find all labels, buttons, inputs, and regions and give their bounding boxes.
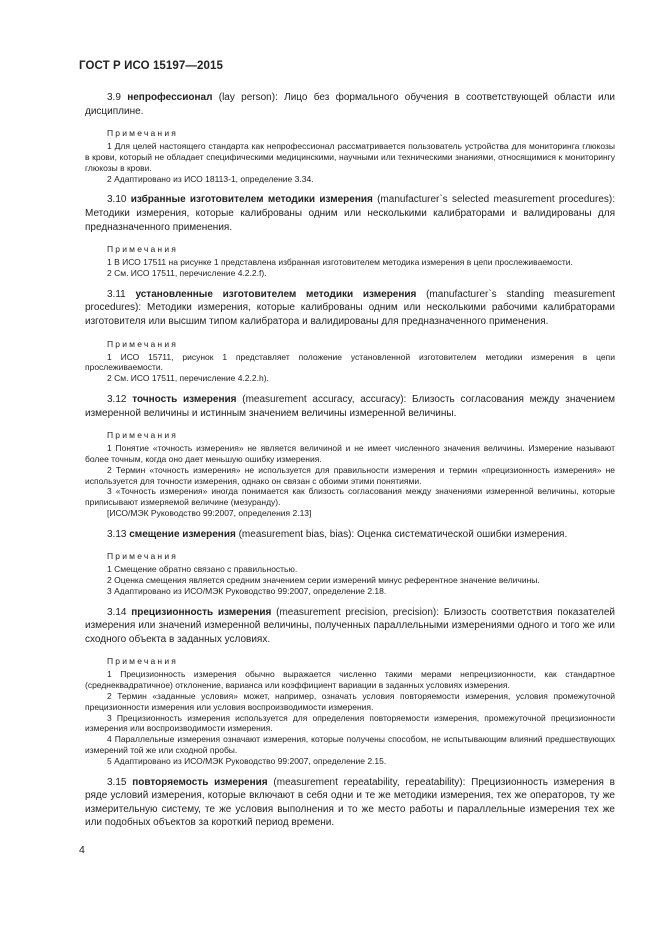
note-item: 3 Адаптировано из ИСО/МЭК Руководство 99:2007, определение 2.18. — [107, 585, 387, 596]
source-reference: [ИСО/МЭК Руководство 99:2007, определения 2.13] — [107, 507, 312, 518]
note-item: 2 См. ИСО 17511, перечисление 4.2.2.f). — [107, 267, 267, 278]
definition-text — [85, 193, 615, 234]
notes-heading: Примечания — [107, 656, 179, 667]
note-item: 2 Термин «заданные условия» может, например, означать условия повторяемости измерения, условия промежуточной прецизионности измерения или условия воспроизводимости измерения. — [85, 691, 615, 712]
term-definition: (measurement bias, bias): Оценка систематической ошибки измерения. — [235, 528, 568, 540]
term-name: установленные изготовителем методики измерения — [135, 288, 417, 300]
definition-text — [85, 606, 615, 647]
definition-entry — [85, 528, 615, 606]
note-item: 3 «Точность измерения» иногда понимается как близость согласования между значениями измеренной величины, которые приписывают измеряемой величине (мезуранду). — [85, 486, 615, 508]
note-item: 1 ИСО 15711, рисунок 1 представляет положение установленной изготовителем методики измерения в цепи прослеживаемости. — [85, 351, 615, 373]
term-definition: (measurement precision, precision): Близость соответствия показателей измерения или значений измеренной величины, полученных параллельными измерениями одного и того же или сходного объекта в заданных условиях. — [85, 606, 615, 645]
note-item: 2 Термин «точность измерения» не используется для правильности измерения и термин «прецизионность измерения» не используется для точности измерения, однако он связан с обоими этими понятиями. — [85, 464, 615, 486]
term-number: 3.15 — [107, 776, 127, 788]
definition-entry — [85, 288, 615, 393]
definition-text — [85, 528, 615, 542]
term-name: смещение измерения — [129, 528, 236, 540]
definition-entry — [85, 606, 615, 776]
note-item: 2 Адаптировано из ИСО 18113-1, определение 3.34. — [107, 173, 314, 184]
note-item: 2 Оценка смещения является средним значением серии измерений минус референтное значение величины. — [107, 575, 540, 586]
term-name: прецизионность измерения — [131, 606, 272, 618]
definitions-body — [85, 91, 615, 830]
definition-list — [85, 91, 615, 830]
note-item: 1 Смещение обратно связано с правильностью. — [107, 564, 298, 575]
term-number: 3.12 — [107, 393, 127, 405]
note-item: 1 Прецизионность измерения обычно выражается численно такими мерами непрецизионности, как стандартное (среднеквадратичное) отклонение, варианса или коэффициент вариации в заданных условиях измерения. — [85, 669, 615, 691]
note-item: 1 Для целей настоящего стандарта как непрофессионал рассматривается пользователь устройства для мониторинга глюкозы в крови, который не обладает специфическими медицинскими, научными или техническими знаниями, относящимися к мониторингу глюкозы в крови. — [85, 141, 615, 173]
entry-spacer — [85, 184, 615, 193]
definition-entry — [85, 91, 615, 193]
term-definition: (manufacturer`s standing measurement procedures): Методики измерения, которые калиброваны одним или несколькими рабочими калибраторами изготовителя или высшим типом калибратора и валидированы для предназначенного применения. — [85, 288, 616, 327]
notes-heading: Примечания — [107, 430, 179, 441]
entry-spacer — [85, 384, 615, 393]
term-definition: (manufacturer`s selected measurement procedures): Методики измерения, которые калиброваны одним или несколькими калибраторами и валидированы для предназначенного применения. — [85, 194, 615, 233]
term-name: повторяемость измерения — [132, 776, 268, 788]
notes-heading: Примечания — [107, 551, 179, 562]
term-number: 3.10 — [107, 194, 127, 206]
definition-text — [85, 776, 615, 830]
note-item: 2 См. ИСО 17511, перечисление 4.2.2.h). — [107, 373, 269, 384]
term-name: точность измерения — [132, 393, 237, 405]
term-definition: (measurement accuracy, accuracy): Близость согласования между значением измеренной величины и истинным значением величины измеренной величины. — [85, 393, 616, 419]
notes-heading: Примечания — [107, 128, 179, 139]
notes-heading: Примечания — [107, 338, 179, 349]
entry-spacer — [85, 767, 615, 776]
note-item: 1 Понятие «точность измерения» не является величиной и не имеет численного значения величины. Измерение называют более точным, когда оно дает меньшую ошибку измерения. — [85, 443, 615, 464]
definition-text — [85, 91, 615, 118]
notes-heading: Примечания — [107, 244, 179, 255]
term-number: 3.14 — [107, 606, 127, 618]
standard-header: ГОСТ Р ИСО 15197—2015 — [79, 60, 224, 72]
term-definition: (lay person): Лицо без формального обучения в соответствующей области или дисциплине. — [85, 92, 615, 117]
entry-spacer — [85, 519, 615, 528]
entry-spacer — [85, 279, 615, 288]
definition-text — [85, 393, 615, 420]
term-definition: (measurement repeatability, repeatability): Прецизионность измерения в ряде условий измерения, которые включают в себя одни и те же методики измерения, тех же операторов, ту же измерительную систему, те же условия выполнения и то же место работы и параллельные измерения тех же или подобных объектов за короткий период времени. — [85, 776, 615, 829]
term-name: непрофессионал — [127, 92, 213, 103]
term-number: 3.9 — [107, 92, 121, 103]
definition-entry — [85, 776, 615, 830]
term-name: избранные изготовителем методики измерения — [130, 194, 373, 206]
note-item: 1 В ИСО 17511 на рисунке 1 представлена избранная изготовителем методика измерения в цепи прослеживаемости. — [107, 257, 573, 268]
definition-entry — [85, 193, 615, 287]
term-number: 3.11 — [107, 288, 126, 300]
definition-text — [85, 288, 615, 329]
note-item: 4 Параллельные измерения означают измерения, которые получены способом, не испытывающим влияний предшествующих измерений той же или сходной пробы. — [85, 734, 615, 756]
entry-spacer — [85, 597, 615, 606]
definition-entry — [85, 393, 615, 528]
term-number: 3.13 — [107, 528, 127, 540]
page-number: 4 — [79, 844, 85, 856]
note-item: 3 Прецизионность измерения используется для определения повторяемости измерения, промежуточной прецизионности измерения или воспроизводимости измерения. — [85, 712, 615, 734]
note-item: 5 Адаптировано из ИСО/МЭК Руководство 99:2007, определение 2.15. — [107, 755, 387, 766]
